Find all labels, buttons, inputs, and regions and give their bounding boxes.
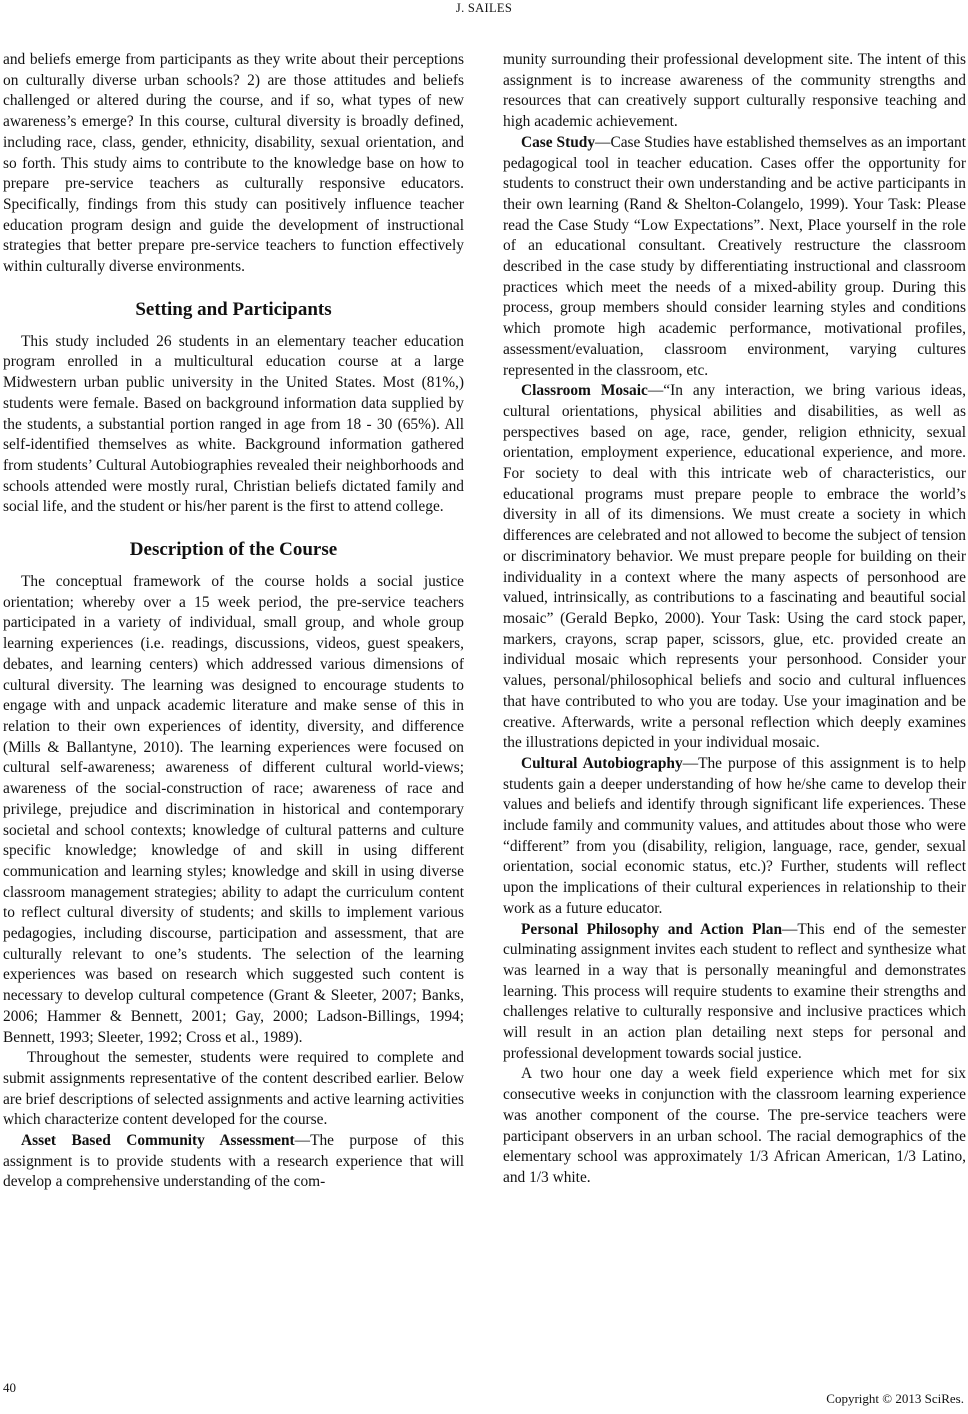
asset-text: —The purpose of this assignment is to provide students with a research experience that will develop a comprehensive understanding of the com-	[3, 1132, 464, 1191]
page-number: 40	[3, 1380, 16, 1395]
section-heading-setting: Setting and Participants	[135, 298, 332, 320]
copyright-notice: Copyright © 2013 SciRes.	[826, 1391, 964, 1406]
classroom-mosaic-text: —“In any interaction, we bring various ideas, cultural orientations, physical abilities and disabilities, as well as perspectives based on age, race, gender, religion ethnicity, sexual orientation, employment experience, educational experience, and more. For society to deal with this intricate web of characteristics, our educational programs must prepare people to embrace the world’s diversity in all of its dimensions. We must create a society in which differences are celebrated and not allowed to become the subject of tension or discriminatory behavior. We must prepare people for building on their individuality in a context where the many aspects of personhood are valued, intrinsically, as contributions to a fascinating and beautiful social mosaic” (Gerald Bepko, 2000). Your Task: Using the card stock paper, markers, crayons, scrap paper, scissors, glue, etc. provided create an individual mosaic which represents your personhood. Consider your values, personal/philosophical beliefs and socio and cultural influences that have contributed to who you are today. Use your imagination and be creative. Afterwards, write a personal reflection which deeply examines the illustrations depicted in your individual mosaic.	[503, 382, 967, 752]
cultural-autobiography-text: —The purpose of this assignment is to help students gain a deeper understanding of how he/she came to develop their values and beliefs and identify through significant life experiences. These include family and community values, and attitudes about those who were “different” from you (disability, religion, language, race, gender, sexual orientation, social economic status, etc.)? Further, students will reflect upon the implications of their cultural experiences in relationship to their work as a future educator.	[503, 754, 966, 917]
personal-philosophy-paragraph	[503, 920, 966, 1065]
asset-continued-paragraph: munity surrounding their professional development site. The intent of this assignment is to increase awareness of the community strengths and resources that can creatively support culturally responsive teaching and high academic achievement.	[503, 51, 966, 131]
right-column	[503, 50, 966, 1189]
case-study-text: —Case Studies have established themselves as an important pedagogical tool in teacher education. Cases offer the opportunity for students to construct their own understanding and be active participants in their own learning (Rand & Shelton-Colangelo, 1999). Your Task: Please read the Case Study “Low Expectations”. Next, Place yourself in the role of an educational consultant. Creatively restructure the classroom described in the case study by differentiating instructional and classroom practices which meet the needs of a mixed-ability group. During this process, group members should consider learning styles and conditions which promote high academic performance, motivational profiles, assessment/evaluation, classroom environment, varying cultures represented in the classroom, etc.	[503, 133, 967, 379]
case-study-term: Case Study	[521, 133, 596, 151]
section-heading-course: Description of the Course	[129, 539, 338, 561]
personal-philosophy-term: Personal Philosophy and Action Plan	[521, 920, 783, 938]
setting-paragraph: This study included 26 students in an elementary teacher education program enrolled in a multicultural education course at a large Midwestern urban public university in the United States. Most (81%,) students were female. Based on background information data supplied by the students, a substantial portion ranged in age from 18 - 30 (65%). All self-identified themselves as white. Background information gathered from students’ Cultural Autobiographies revealed their neighborhoods and schools attended were mostly rural, Christian beliefs dictated family and social life, and the student or his/her parent is the first to attend college.	[3, 332, 464, 516]
intro-paragraph: and beliefs emerge from participants as they write about their perceptions on culturally diverse urban schools? 2) are those attitudes and beliefs challenged or altered during the course, and if so, what types of new awareness’s emerge? In this course, cultural diversity is broadly defined, including race, class, gender, ethnicity, disability, sexual orientation, and so forth. This study aims to contribute to the knowledge base on how to prepare pre-service teachers as culturally responsive educators. Specifically, findings from this study can positively influence teacher education program design and guide the development of instructional strategies that better prepare pre-service teachers to function effectively within culturally diverse environments.	[3, 51, 464, 276]
case-study-paragraph	[503, 133, 966, 381]
cultural-autobiography-paragraph	[503, 754, 966, 920]
cultural-autobiography-term: Cultural Autobiography	[521, 754, 683, 772]
classroom-mosaic-paragraph	[503, 381, 966, 754]
asset-term: Asset Based Community Assessment	[21, 1132, 295, 1150]
semester-paragraph: Throughout the semester, students were required to complete and submit assignments representative of the content described earlier. Below are brief descriptions of selected assignments and active learning activities which characterize content developed for the course.	[3, 1049, 464, 1129]
running-head: J. SAILES	[455, 1, 513, 15]
course-paragraph: The conceptual framework of the course holds a social justice orientation; whereby over a 15 week period, the pre-service teachers participated in a variety of individual, small group, and whole group learning experiences (i.e. readings, discussions, videos, guest speakers, debates, and learning centers) which addressed various dimensions of cultural diversity. The learning was designed to encourage students to engage with and unpack academic literature and make sense of this in relation to their own experiences of identity, diversity, and difference (Mills & Ballantyne, 2010). The learning experiences were focused on cultural self-awareness; awareness of different cultural world-views; awareness of the social-construction of race; awareness of race and privilege, prejudice and discrimination in historical and contemporary societal and school contexts; knowledge of cultural patterns and culture specific knowledge; knowledge of and skill in using different communication and learning styles; knowledge and skill in using diverse classroom management strategies; ability to adapt the curriculum content to reflect cultural diversity of students; and skills to implement various pedagogies, including discourse, participation and assessment, that are culturally relevant to one’s students. The selection of the learning experiences was based on research which suggested such content is necessary to develop cultural competence (Grant & Sleeter, 2007; Banks, 2006; Hammer & Bennett, 2001; Gay, 2000; Ladson-Billings, 1994; Bennett, 1993; Sleeter, 1992; Cross et al., 1989).	[3, 573, 464, 1046]
classroom-mosaic-term: Classroom Mosaic	[521, 382, 648, 400]
field-experience-paragraph: A two hour one day a week field experience which met for six consecutive weeks in conjunction with the classroom learning experience was another component of the course. The pre-service teachers were participant observers in an urban school. The racial demographics of the elementary school was approximately 1/3 African American, 1/3 Latino, and 1/3 white.	[503, 1065, 966, 1186]
asset-paragraph	[3, 1131, 464, 1193]
left-column	[3, 50, 464, 1193]
personal-philosophy-text: —This end of the semester culminating assignment invites each student to reflect and synthesize what was learned in a way that is personally meaningful and demonstrates learning. This process will require students to examine their strengths and challenges relative to culturally responsive and inclusive practices which will result in an action plan detailing next steps for personal and professional development towards social justice.	[503, 920, 966, 1062]
